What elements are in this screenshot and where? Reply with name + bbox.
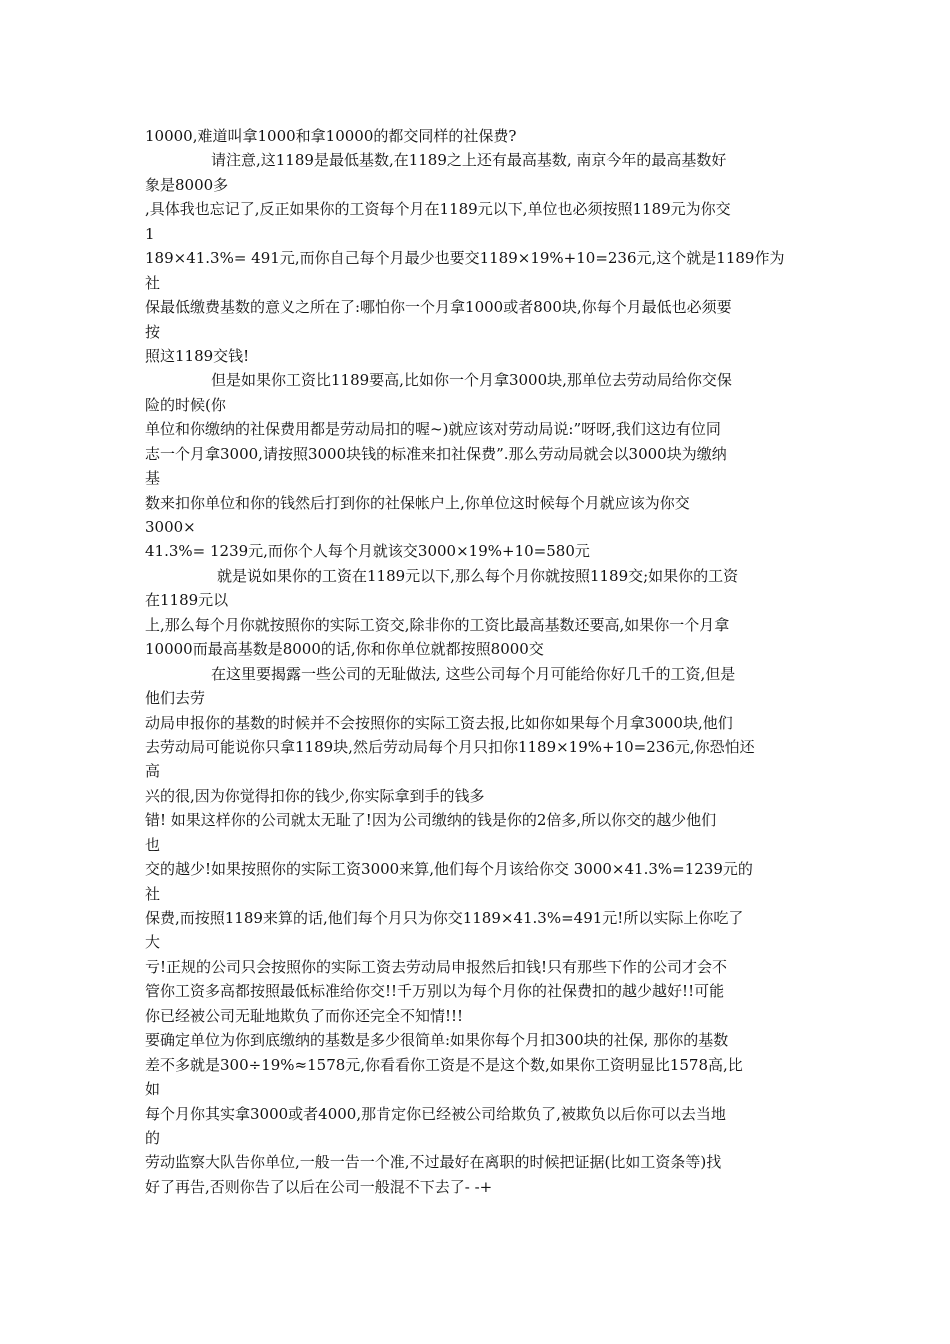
text-line: 险的时候(你: [145, 395, 226, 414]
text-line: 基: [145, 469, 161, 488]
text-line: 如: [145, 1080, 161, 1099]
text-line: 你已经被公司无耻地欺负了而你还完全不知情!!!: [145, 1006, 464, 1025]
text-line: 大: [145, 933, 161, 952]
text-line: 每个月你其实拿3000或者4000,那肯定你已经被公司给欺负了,被欺负以后你可以去当地: [145, 1104, 726, 1123]
text-line: 象是8000多: [145, 175, 229, 194]
text-line: 10000,难道叫拿1000和拿10000的都交同样的社保费?: [145, 127, 517, 145]
text-line: 41.3%= 1239元,而你个人每个月就该交3000×19%+10=580元: [145, 542, 590, 561]
text-line: 上,那么每个月你就按照你的实际工资交,除非你的工资比最高基数还要高,如果你一个月拿: [145, 615, 730, 634]
text-line: 保费,而按照1189来算的话,他们每个月只为你交1189×41.3%=491元!所以实际上你吃了: [145, 909, 744, 927]
text-line: 照这1189交钱!: [145, 346, 250, 365]
text-line: 动局申报你的基数的时候并不会按照你的实际工资去报,比如你如果每个月拿3000块,他们: [145, 713, 733, 732]
text-line: 在1189元以: [145, 591, 229, 610]
text-line: 10000而最高基数是8000的话,你和你单位就都按照8000交: [145, 640, 544, 659]
text-line: 交的越少!如果按照你的实际工资3000来算,他们每个月该给你交 3000×41.3%=1239元的: [145, 860, 753, 879]
text-line: 去劳动局可能说你只拿1189块,然后劳动局每个月只扣你1189×19%+10=236元,你恐怕还: [145, 737, 755, 756]
text-line: 管你工资多高都按照最低标准给你交!!千万别以为每个月你的社保费扣的越少越好!!可能: [145, 982, 725, 1001]
text-line: 数来扣你单位和你的钱然后打到你的社保帐户上,你单位这时候每个月就应该为你交: [145, 493, 690, 512]
text-line: 劳动监察大队告你单位,一般一告一个准,不过最好在离职的时候把证据(比如工资条等)找: [145, 1153, 722, 1172]
text-line: 他们去劳: [145, 689, 206, 708]
document-body: [145, 124, 810, 1199]
text-line: 高: [145, 762, 161, 781]
text-line: 也: [145, 835, 161, 854]
text-line: 错! 如果这样你的公司就太无耻了!因为公司缴纳的钱是你的2倍多,所以你交的越少他们: [145, 811, 717, 830]
text-line: 好了再告,否则你告了以后在公司一般混不下去了- -+: [145, 1177, 493, 1196]
text-line: 3000×: [145, 518, 196, 536]
text-line: 志一个月拿3000,请按照3000块钱的标准来扣社保费”.那么劳动局就会以3000块为缴纳: [145, 444, 727, 463]
text-line: 的: [145, 1128, 161, 1147]
text-line: 保最低缴费基数的意义之所在了:哪怕你一个月拿1000或者800块,你每个月最低也必须要: [145, 298, 732, 317]
text-line: 兴的很,因为你觉得扣你的钱少,你实际拿到手的钱多: [145, 786, 485, 805]
text-line: 1: [145, 224, 155, 243]
text-line: 在这里要揭露一些公司的无耻做法, 这些公司每个月可能给你好几千的工资,但是: [211, 664, 736, 683]
text-line: 请注意,这1189是最低基数,在1189之上还有最高基数, 南京今年的最高基数好: [211, 151, 727, 170]
text-line: 社: [145, 273, 161, 292]
text-line: 但是如果你工资比1189要高,比如你一个月拿3000块,那单位去劳动局给你交保: [211, 371, 732, 390]
text-line: 社: [145, 884, 161, 903]
text-line: 按: [145, 322, 161, 341]
text-line: 189×41.3%= 491元,而你自己每个月最少也要交1189×19%+10=236元,这个就是1189作为: [145, 249, 785, 268]
text-line: 单位和你缴纳的社保费用都是劳动局扣的喔~)就应该对劳动局说:”呀呀,我们这边有位同: [145, 420, 721, 439]
text-line: 要确定单位为你到底缴纳的基数是多少很简单:如果你每个月扣300块的社保, 那你的基数: [145, 1031, 729, 1050]
text-line: 亏!正规的公司只会按照你的实际工资去劳动局申报然后扣钱!只有那些下作的公司才会不: [145, 957, 728, 976]
text-line: ,具体我也忘记了,反正如果你的工资每个月在1189元以下,单位也必须按照1189元为你交: [145, 200, 731, 219]
text-line: 差不多就是300÷19%≈1578元,你看看你工资是不是这个数,如果你工资明显比1578高,比: [145, 1055, 743, 1074]
text-line: 就是说如果你的工资在1189元以下,那么每个月你就按照1189交;如果你的工资: [217, 566, 739, 585]
